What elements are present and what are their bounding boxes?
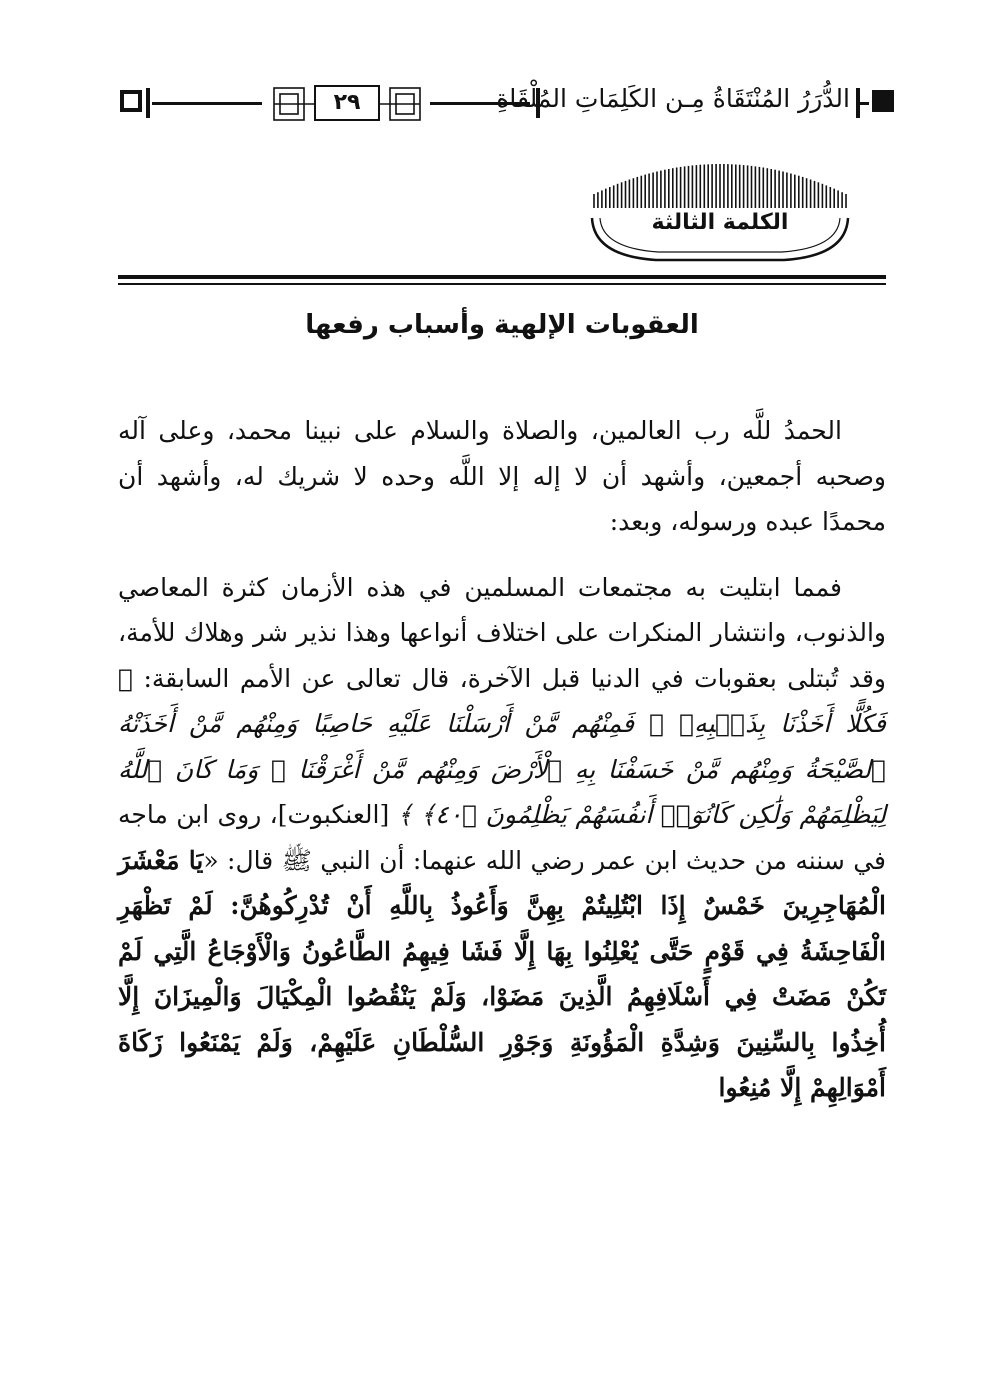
header-left-square-ornament [120, 90, 142, 112]
header-right-square-ornament [872, 90, 894, 112]
hadith-text: يَا مَعْشَرَ الْمُهَاجِرِينَ خَمْسٌ إِذَا ابْتُلِيتُمْ بِهِنَّ وَأَعُوذُ بِاللَّهِ أَنْ تُدْرِكُوهُنَّ: لَمْ تَظْهَرِ الْفَاحِشَةُ فِي قَوْمٍ حَتَّى يُعْلِنُوا بِهَا إِلَّا فَشَا فِيهِمُ الطَّاعُونُ وَالْأَوْجَاعُ الَّتِي لَمْ تَكُنْ مَضَتْ فِي أَسْلَافِهِمُ الَّذِينَ مَضَوْا، وَلَمْ يَنْقُصُوا الْمِكْيَالَ وَالْمِيزَانَ إِلَّا أُخِذُوا بِالسِّنِينَ وَشِدَّةِ الْمَؤُونَةِ وَجَوْرِ السُّلْطَانِ عَلَيْهِمْ، وَلَمْ يَمْنَعُوا زَكَاةَ أَمْوَالِهِمْ إِلَّا مُنِعُوا [118, 845, 886, 1102]
header-rule [152, 102, 262, 105]
section-divider [118, 283, 886, 285]
paragraph-main [118, 565, 886, 1111]
citation-text: [العنكبوت]، روى ابن ماجه في سننه من حديث ابن عمر رضي الله عنهما: أن النبي ﷺ قال: « [118, 800, 886, 875]
quran-verse: ﴿ فَكُلًّا أَخَذْنَا بِذَنۢبِهِۦ ۖ فَمِنْهُم مَّنْ أَرْسَلْنَا عَلَيْهِ حَاصِبًا وَمِنْهُم مَّنْ أَخَذَتْهُ ٱلصَّيْحَةُ وَمِنْهُم مَّنْ خَسَفْنَا بِهِ ٱلْأَرْضَ وَمِنْهُم مَّنْ أَغْرَقْنَا ۚ وَمَا كَانَ ٱللَّهُ لِيَظْلِمَهُمْ وَلَٰكِن كَانُوٓا۟ أَنفُسَهُمْ يَظْلِمُونَ ﴿٤٠﴾ ﴾ [118, 663, 887, 829]
page-number: ٢٩ [314, 85, 380, 121]
paragraph-intro: فمما ابتليت به مجتمعات المسلمين في هذه الأزمان كثرة المعاصي والذنوب، وانتشار المنكرات على اختلاف أنواعها وهذا نذير شر وهلاك للأمة، وقد تُبتلى بعقوبات في الدنيا قبل الآخرة، قال تعالى عن الأمم السابقة: [118, 572, 886, 693]
header-bar-tick [146, 88, 150, 118]
article-heading: العقوبات الإلهية وأسباب رفعها [305, 310, 699, 340]
paragraph-opening: الحمدُ للَّه رب العالمين، والصلاة والسلام على نبينا محمد، وعلى آله وصحبه أجمعين، وأشهد أن لا إله إلا اللَّه وحده لا شريك له، وأشهد أن محمدًا عبده ورسوله، وبعد: [118, 416, 886, 536]
section-divider [118, 275, 886, 279]
article-body [118, 408, 886, 1131]
chapter-label: الكلمة الثالثة [651, 210, 789, 235]
chapter-badge [586, 158, 854, 266]
page-header [112, 78, 894, 130]
book-title: الدُّرَرُ المُنْتَقَاةُ مِـن الكَلِمَاتِ المُلْقَاةِ [496, 84, 850, 113]
page-number-frame [272, 82, 422, 126]
header-rule [857, 102, 869, 105]
